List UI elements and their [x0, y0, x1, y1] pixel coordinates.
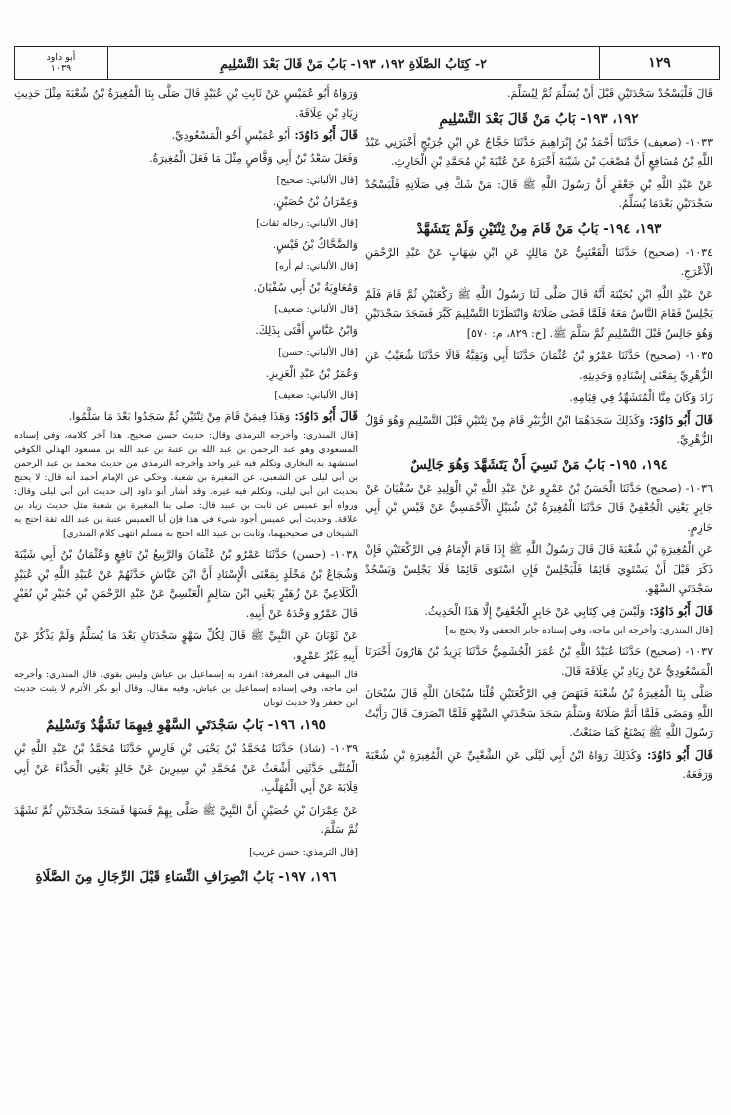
hadith-paragraph: ١٠٣٩- (شاذ) حَدَّثَنَا مُحَمَّدُ بْنُ يَحْيَى بْنِ فَارِسٍ حَدَّثَنَا مُحَمَّدُ بْنُ عَبْدِ اللَّهِ بْنِ الْمُثَنَّى حَدَّثَنِي أَشْعَثُ عَنْ مُحَمَّدِ بْنِ سِيرِينَ عَنْ خَالِدٍ يَعْنِي الْحَذَّاءَ عَنْ أَبِي قِلَابَةَ عَنْ أَبِي الْمُهَلَّبِ.: [14, 742, 358, 794]
right-column: [365, 84, 713, 788]
hadith-paragraph: وَمُعَاوِيَةُ بْنُ أَبِي سُفْيَانَ.: [253, 280, 358, 294]
hadith-paragraph: وَرَوَاهُ أَبُو عُمَيْسٍ عَنْ ثَابِتِ بْنِ عُبَيْدٍ قَالَ صَلَّى بِنَا الْمُغِيرَةُ بْنُ شُعْبَةَ مِثْلَ حَدِيثِ زِيَادِ بْنِ عِلَاقَةَ.: [14, 87, 358, 120]
left-column: [14, 84, 358, 891]
abu-dawud-label: قَالَ أَبُو دَاوُدَ:: [645, 603, 713, 618]
header-title: ٢- كِتَابُ الصَّلَاةِ ١٩٢، ١٩٣- بَابُ مَنْ قَالَ بَعْدَ التَّسْلِيمِ: [107, 47, 599, 79]
header-book-name: أبو داود: [46, 52, 76, 63]
chapter-heading: ١٩٥، ١٩٦- بَابُ سَجْدَتَيِ السَّهْوِ فِيهِمَا تَشَهُّدٌ وَتَسْلِيمٌ: [46, 717, 326, 733]
grading-note: [قال الألباني: صحيح]: [276, 175, 358, 186]
hadith-paragraph: عَنْ عِمْرَانَ بْنِ حُصَيْنٍ أَنَّ النَّبِيَّ ﷺ صَلَّى بِهِمْ فَسَهَا فَسَجَدَ سَجْدَتَيْنِ ثُمَّ تَشَهَّدَ ثُمَّ سَلَّمَ.: [14, 803, 358, 836]
chapter-heading: ١٩٦، ١٩٧- بَابُ انْصِرَافِ النِّسَاءِ قَبْلَ الرِّجَالِ مِنَ الصَّلَاةِ: [35, 869, 337, 885]
grading-note: [قال الألباني: حسن]: [278, 347, 358, 358]
hadith-paragraph: ١٠٣٦- (صحيح) حَدَّثَنَا الْحَسَنُ بْنُ عَمْرٍو عَنْ عَبْدِ اللَّهِ بْنِ الْوَلِيدِ عَنْ سُفْيَانَ عَنْ جَابِرٍ يَعْنِي الْجُعْفِيَّ قَالَ حَدَّثَنَا الْمُغِيرَةُ بْنُ شُبَيْلٍ الْأَحْمَسِيُّ عَنْ قَيْسِ بْنِ أَبِي حَازِمٍ.: [365, 481, 713, 534]
hadith-paragraph: ١٠٣٣- (ضعيف) حَدَّثَنَا أَحْمَدُ بْنُ إِبْرَاهِيمَ حَدَّثَنَا حَجَّاجٌ عَنِ ابْنِ جُرَيْجٍ أَخْبَرَنِي عَبْدُ اللَّهِ بْنُ مُسَافِعٍ أَنَّ مُصْعَبَ بْنَ شَيْبَةَ أَخْبَرَهُ عَنْ عُتْبَةَ بْنِ مُحَمَّدِ بْنِ الْحَارِثِ.: [365, 135, 713, 168]
grading-note: [قال الترمذي: حسن غريب]: [249, 846, 358, 858]
abu-dawud-label: قَالَ أَبُو دَاوُدَ:: [290, 408, 358, 423]
hadith-paragraph: ١٠٣٤- (صحيح) حَدَّثَنَا الْقَعْنَبِيُّ عَنْ مَالِكٍ عَنِ ابْنِ شِهَابٍ عَنْ عَبْدِ الرَّحْمَنِ الْأَعْرَجِ.: [365, 245, 713, 278]
page-header: [14, 46, 720, 80]
chapter-heading: ١٩٣، ١٩٤- بَابُ مَنْ قَامَ مِنْ ثِنْتَيْنِ وَلَمْ يَتَشَهَّدْ: [416, 220, 662, 237]
abu-dawud-comment: [14, 126, 358, 146]
chapter-heading: ١٩٤، ١٩٥- بَابُ مَنْ نَسِيَ أَنْ يَتَشَهَّدَ وَهُوَ جَالِسٌ: [410, 456, 668, 473]
hadith-paragraph: عَنْ عَبْدِ اللَّهِ بْنِ جَعْفَرٍ أَنَّ رَسُولَ اللَّهِ ﷺ قَالَ: مَنْ شَكَّ فِي صَلَاتِهِ فَلْيَسْجُدْ سَجْدَتَيْنِ بَعْدَمَا يُسَلِّمُ.: [365, 177, 713, 210]
abu-dawud-label: قَالَ أَبُو دَاوُدَ:: [644, 412, 713, 427]
footnote: قال البيهقي في المعرفة: انفرد به إسماعيل بن عياش وليس بقوي. قال المنذري: وأخرجه ابن ماجه، وفي إسناده إسماعيل بن عياش، وفيه مقال. وقال أبو بكر الأثرم لا يثبت حديث ابن جعفر ولا حديث ثوبان: [14, 669, 358, 708]
hadith-paragraph: صَلَّى بِنَا الْمُغِيرَةُ بْنُ شُعْبَةَ فَنَهَضَ فِي الرَّكْعَتَيْنِ قُلْنَا سُبْحَانَ اللَّهِ قَالَ سُبْحَانَ اللَّهِ وَمَضَى فَلَمَّا أَتَمَّ صَلَاتَهُ وَسَلَّمَ سَجَدَ سَجْدَتَيِ السَّهْوِ فَلَمَّا انْصَرَفَ قَالَ رَأَيْتُ رَسُولَ اللَّهِ ﷺ يَصْنَعُ كَمَا صَنَعْتُ.: [365, 687, 713, 739]
header-page-number: ١٢٩: [599, 47, 719, 79]
header-hadith-range: ١٠٣٩: [50, 63, 72, 74]
hadith-paragraph: وَابْنُ عَبَّاسٍ أَفْتَى بِذَلِكَ.: [255, 323, 358, 337]
hadith-paragraph: وَعُمَرُ بْنُ عَبْدِ الْعَزِيزِ.: [265, 366, 358, 380]
abu-dawud-comment: [14, 407, 358, 427]
comment-text: وَكَذَلِكَ سَجَدَهُمَا ابْنُ الزُّبَيْرِ قَامَ مِنْ ثِنْتَيْنِ قَبْلَ التَّسْلِيمِ وَهُوَ قَوْلُ الزُّهْرِيِّ.: [365, 413, 713, 446]
hadith-paragraph: وَعِمْرَانُ بْنُ حُصَيْنٍ.: [272, 194, 358, 208]
grading-note: [قال الألباني: ضعيف]: [274, 304, 358, 315]
hadith-paragraph: عَنْ عَبْدِ اللَّهِ ابْنِ بُحَيْنَةَ أَنَّهُ قَالَ صَلَّى لَنَا رَسُولُ اللَّهِ ﷺ رَكْعَتَيْنِ ثُمَّ قَامَ فَلَمْ يَجْلِسْ فَقَامَ النَّاسُ مَعَهُ فَلَمَّا قَضَى صَلَاتَهُ وَانْتَظَرْنَا التَّسْلِيمَ كَبَّرَ فَسَجَدَ سَجْدَتَيْنِ وَهُوَ جَالِسٌ قَبْلَ التَّسْلِيمِ ثُمَّ سَلَّمَ ﷺ. [خ: ٨٢٩، م: ٥٧٠]: [365, 287, 713, 340]
grading-note: [قال الألباني: ضعيف]: [274, 390, 358, 401]
hadith-paragraph: وَفَعَلَ سَعْدُ بْنُ أَبِي وَقَّاصٍ مِثْلَ مَا فَعَلَ الْمُغِيرَةُ.: [149, 151, 358, 165]
comment-text: أَبُو عُمَيْسٍ أَخُو الْمَسْعُودِيِّ.: [171, 129, 291, 142]
comment-text: وَلَيْسَ فِي كِتَابِي عَنْ جَابِرٍ الْجُعْفِيِّ إِلَّا هَذَا الْحَدِيثُ.: [424, 604, 646, 618]
comment-text: وَهَذَا فِيمَنْ قَامَ مِنْ ثِنْتَيْنِ ثُمَّ سَجَدُوا بَعْدَ مَا سَلَّمُوا.: [68, 409, 291, 423]
hadith-paragraph: ١٠٣٥- (صحيح) حَدَّثَنَا عَمْرُو بْنُ عُثْمَانَ حَدَّثَنَا أَبِي وَبَقِيَّةُ قَالَا حَدَّثَنَا شُعَيْبٌ عَنِ الزُّهْرِيِّ بِمَعْنَى إِسْنَادِهِ وَحَدِيثِهِ.: [365, 349, 713, 382]
hadith-paragraph: وَالضَّحَّاكُ بْنُ قَيْسٍ.: [272, 237, 358, 251]
chapter-heading: ١٩٢، ١٩٣- بَابُ مَنْ قَالَ بَعْدَ التَّسْلِيمِ: [439, 110, 639, 127]
hadith-paragraph: ١٠٣٨- (حسن) حَدَّثَنَا عَمْرُو بْنُ عُثْمَانَ وَالرَّبِيعُ بْنُ نَافِعٍ وَعُثْمَانُ بْنُ أَبِي شَيْبَةَ وَشُجَاعُ بْنُ مَخْلَدٍ بِمَعْنَى الْإِسْنَادِ أَنَّ ابْنَ عَيَّاشٍ حَدَّثَهُمْ عَنْ عُبَيْدِ اللَّهِ بْنِ عُبَيْدٍ الْكَلَاعِيِّ عَنْ زُهَيْرٍ يَعْنِي ابْنَ سَالِمٍ الْعَنْسِيَّ عَنْ عَبْدِ الرَّحْمَنِ بْنِ جُبَيْرِ بْنِ نُفَيْرٍ قَالَ عَمْرٌو وَحْدَهُ عَنْ أَبِيهِ.: [14, 548, 358, 620]
abu-dawud-label: قَالَ أَبُو دَاوُدَ:: [641, 747, 714, 762]
abu-dawud-label: قَالَ أَبُو دَاوُدَ:: [290, 128, 358, 142]
hadith-paragraph: قَالَ فَلْيَسْجُدْ سَجْدَتَيْنِ قَبْلَ أَنْ يُسَلِّمَ ثُمَّ لِيُسَلِّمَ.: [506, 87, 713, 100]
grading-note: [قال الألباني: لم أره]: [275, 261, 358, 272]
hadith-paragraph: زَادَ وَكَانَ مِنَّا الْمُتَشَهِّدُ فِي قِيَامِهِ.: [569, 391, 713, 404]
hadith-paragraph: عَنْ ثَوْبَانَ عَنِ النَّبِيِّ ﷺ قَالَ لِكُلِّ سَهْوٍ سَجْدَتَانِ بَعْدَ مَا يُسَلِّمُ وَلَمْ يَذْكُرْ عَنْ أَبِيهِ غَيْرُ عَمْرٍو.: [14, 629, 358, 662]
header-book-ref: [15, 47, 107, 79]
grading-note: [قال الألباني: رجاله ثقات]: [256, 218, 358, 229]
abu-dawud-comment: [365, 411, 713, 450]
footnote: [قال المنذري: وأخرجه ابن ماجه، وفي إسناده جابر الجعفي ولا يحتج به]: [445, 625, 713, 636]
hadith-paragraph: عَنِ الْمُغِيرَةِ بْنِ شُعْبَةَ قَالَ قَالَ رَسُولُ اللَّهِ ﷺ إِذَا قَامَ الْإِمَامُ فِي الرَّكْعَتَيْنِ فَإِنْ ذَكَرَ قَبْلَ أَنْ يَسْتَوِيَ قَائِمًا فَلْيَجْلِسْ فَإِنِ اسْتَوَى قَائِمًا فَلَا يَجْلِسْ وَيَسْجُدْ سَجْدَتَيِ السَّهْوِ.: [365, 543, 713, 595]
hadith-paragraph: ١٠٣٧- (صحيح) حَدَّثَنَا عُبَيْدُ اللَّهِ بْنُ عُمَرَ الْجُشَمِيُّ حَدَّثَنَا يَزِيدُ بْنُ هَارُونَ أَخْبَرَنَا الْمَسْعُودِيُّ عَنْ زِيَادِ بْنِ عِلَاقَةَ قَالَ.: [365, 645, 713, 678]
abu-dawud-comment: [365, 746, 713, 785]
comment-text: وَكَذَلِكَ رَوَاهُ ابْنُ أَبِي لَيْلَى عَنِ الشَّعْبِيِّ عَنِ الْمُغِيرَةِ بْنِ شُعْبَةَ وَرَفَعَهُ.: [365, 748, 713, 781]
abu-dawud-comment: [365, 602, 713, 622]
footnote: [قال المنذري: وأخرجه الترمذي وقال: حديث حسن صحيح. هذا آخر كلامه، وفي إسناده المسعودي وهو عبد الرحمن بن عبد الله بن عتبة بن عبد الله بن مسعود الهذلي الكوفي استشهد به البخاري وتكلم فيه غير واحد وأخرجه الترمذي من حديث محمد بن عبد الرحمن بن أبي ليلى عن الشعبي، عن المغيرة بن شعبة. وحكي عن الإمام أحمد أنه قال: لا يحتج بحديث ابن أبي ليلى، وتكلم فيه غيره. وقد أشار أبو داود إلى حديث ابن أبي ليلى وقال: ورواه أبو عميس عن ثابت بن عبيد قال: صلى بنا المغيرة بن شعبة مثل حديث زياد بن علاقة. وحديث أبي عميس أجود شيء في هذا فإن أبا العميس عتبة بن عبد الله ثقة احتج به الشيخان في صحيحيهما، وثابت بن عبيد الله احتج به مسلم انتهى كلام المنذري]: [14, 430, 358, 539]
